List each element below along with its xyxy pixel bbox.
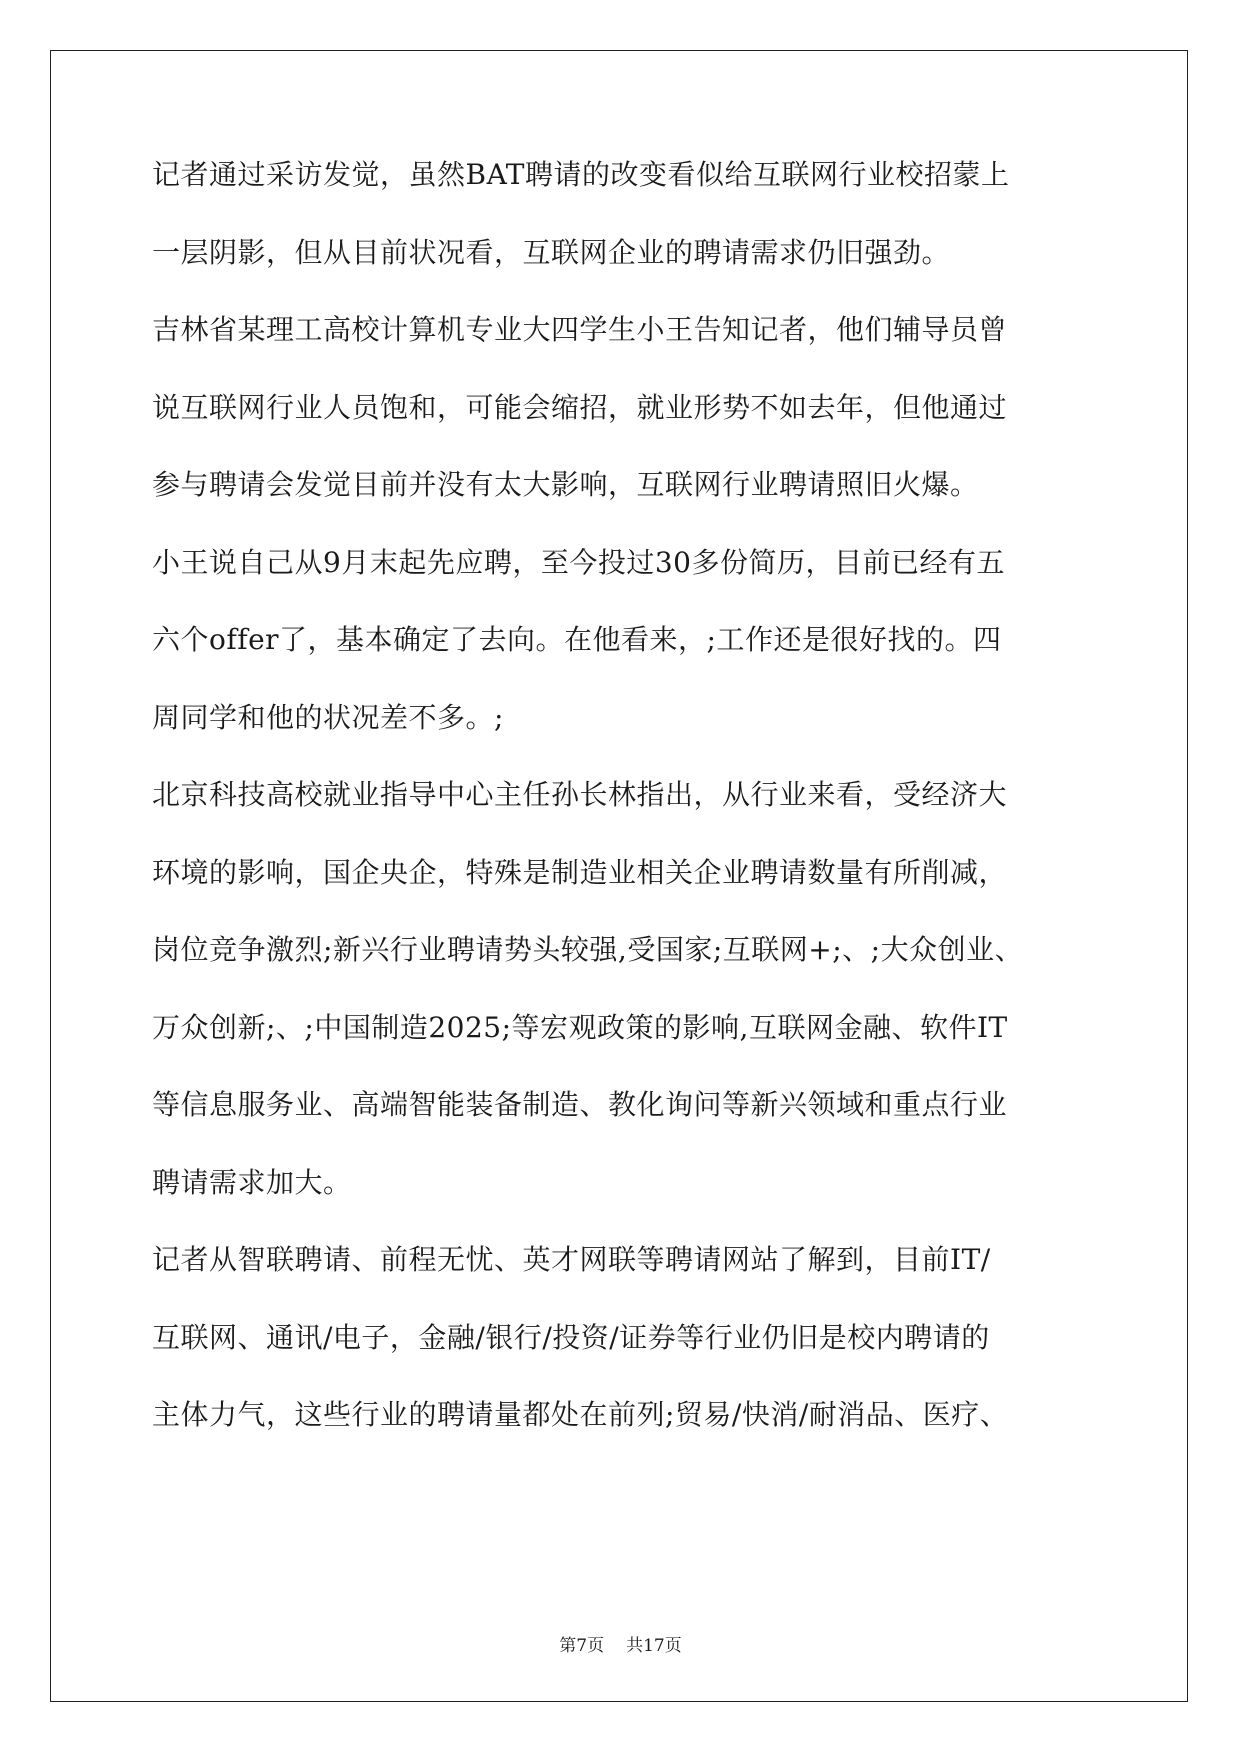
page-footer — [0, 1631, 1241, 1656]
text-line: 周同学和他的状况差不多。; — [152, 700, 504, 734]
text-line: 环境的影响，国企央企，特殊是制造业相关企业聘请数量有所削减， — [152, 855, 1008, 889]
body-text — [152, 160, 1097, 1478]
text-line: 主体力气，这些行业的聘请量都处在前列;贸易/快消/耐消品、医疗、 — [152, 1398, 1009, 1431]
text-line: 记者通过采访发觉，虽然BAT聘请的改变看似给互联网行业校招蒙上 — [152, 158, 1010, 191]
text-line: 聘请需求加大。 — [152, 1165, 352, 1199]
text-line: 等信息服务业、高端智能装备制造、教化询问等新兴领域和重点行业 — [152, 1088, 1008, 1121]
text-line: 吉林省某理工高校计算机专业大四学生小王告知记者，他们辅导员曾 — [152, 313, 1008, 346]
text-line: 岗位竞争激烈;新兴行业聘请势头较强,受国家;互联网+;、;大众创业、 — [152, 933, 1024, 966]
text-line: 一层阴影，但从目前状况看，互联网企业的聘请需求仍旧强劲。 — [152, 235, 951, 269]
text-line: 互联网、通讯/电子，金融/银行/投资/证券等行业仍旧是校内聘请的 — [152, 1320, 990, 1354]
text-line: 记者从智联聘请、前程无忧、英才网联等聘请网站了解到，目前IT/ — [152, 1243, 991, 1276]
text-line: 万众创新;、;中国制造2025;等宏观政策的影响,互联网金融、软件IT — [152, 1010, 1008, 1044]
text-line: 说互联网行业人员饱和，可能会缩招，就业形势不如去年，但他通过 — [152, 390, 1008, 424]
text-line: 参与聘请会发觉目前并没有太大影响，互联网行业聘请照旧火爆。 — [152, 468, 979, 501]
text-line: 小王说自己从9月末起先应聘，至今投过30多份简历，目前已经有五 — [152, 545, 1005, 579]
text-line: 北京科技高校就业指导中心主任孙长林指出，从行业来看，受经济大 — [152, 778, 1008, 811]
total-page-count: 共17页 — [626, 1636, 682, 1656]
text-line: 六个offer了，基本确定了去向。在他看来，;工作还是很好找的。四 — [152, 623, 1002, 656]
current-page-number: 第7页 — [559, 1636, 605, 1656]
